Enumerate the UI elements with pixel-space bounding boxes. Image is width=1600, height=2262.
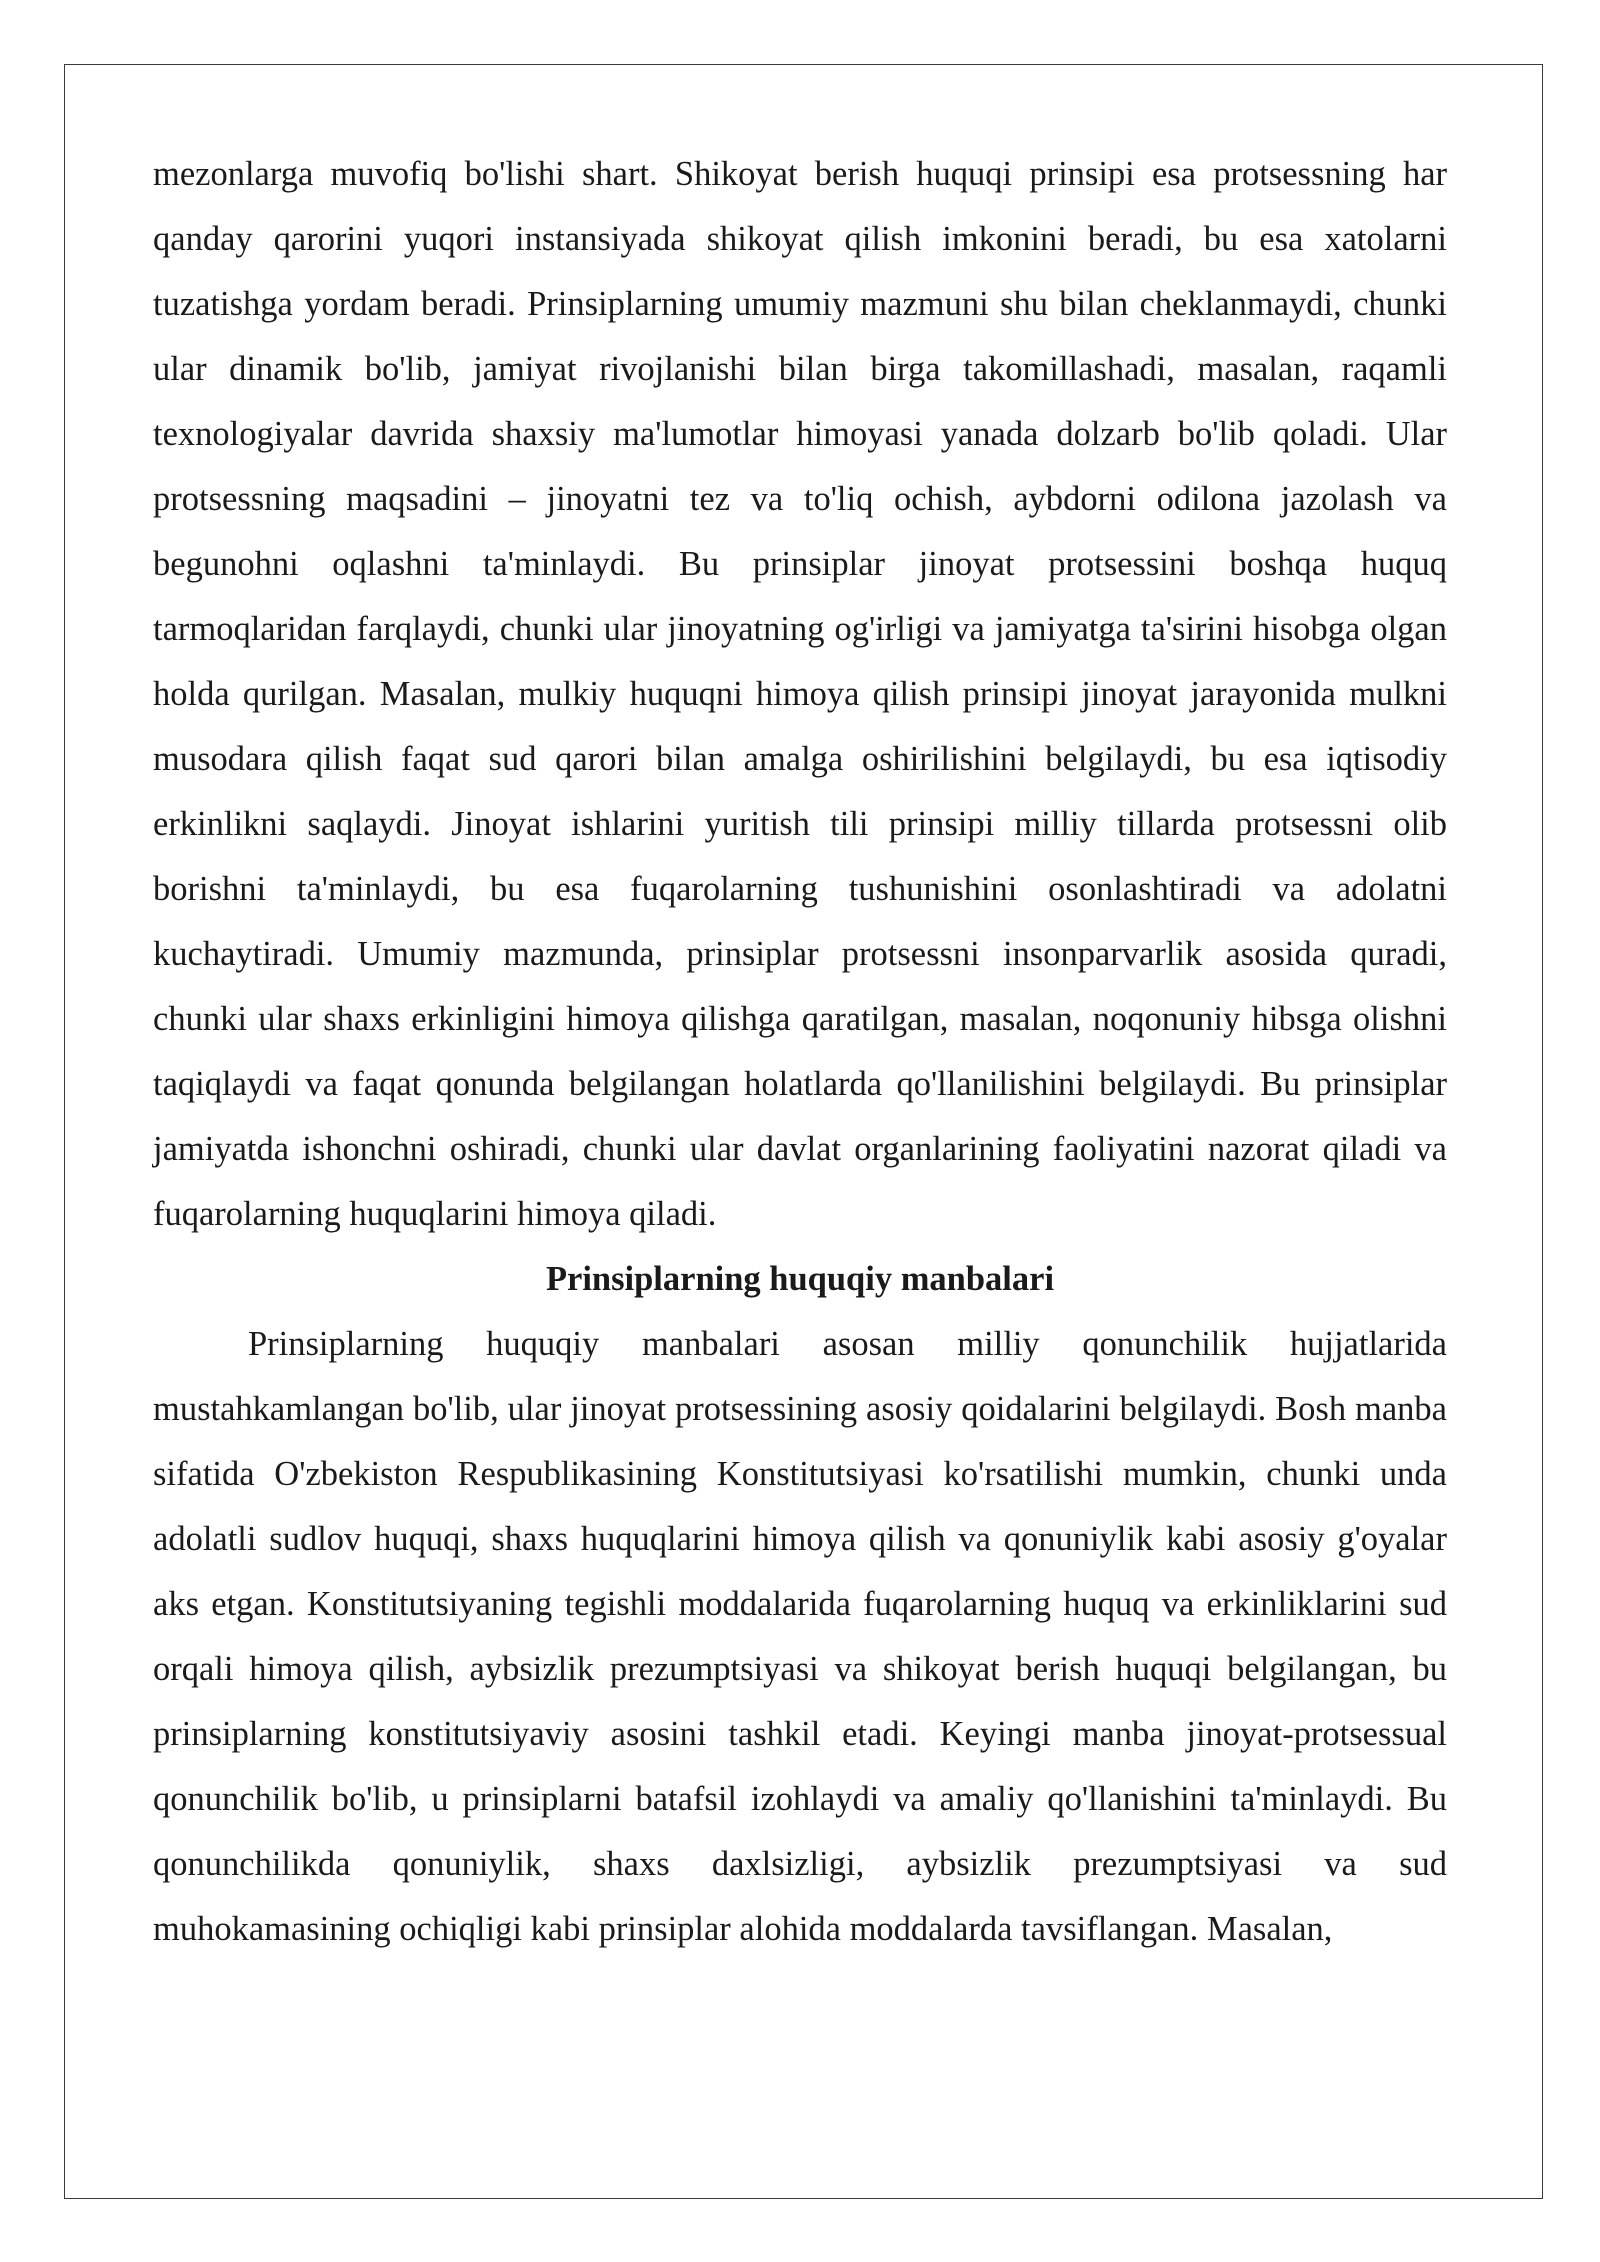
section-heading: Prinsiplarning huquqiy manbalari [545,1260,1055,1298]
paragraph-legal-sources: Prinsiplarning huquqiy manbalari asosan milliy qonunchilik hujjatlarida mustahkamlangan bo'lib, ular jinoyat protsessining asosiy qoidalarini belgilaydi. Bosh manba sifatida O'zbekiston Respublikasining Konstitutsiyasi ko'rsatilishi mumkin, chunki unda adolatli sudlov huquqi, shaxs huquqlarini himoya qilish va qonuniylik kabi asosiy g'oyalar aks etgan. Konstitutsiyaning tegishli moddalarida fuqarolarning huquq va erkinliklarini sud orqali himoya qilish, aybsizlik prezumptsiyasi va shikoyat berish huquqi belgilangan, bu prinsiplarning konstitutsiyaviy asosini tashkil etadi. Keyingi manba jinoyat-protsessual qonunchilik bo'lib, u prinsiplarni batafsil izohlaydi va amaliy qo'llanishini ta'minlaydi. Bu qonunchilikda qonuniylik, shaxs daxlsizligi, aybsizlik prezumptsiyasi va sud muhokamasining ochiqligi kabi prinsiplar alohida moddalarda tavsiflangan. Masalan, [153,1325,1447,1948]
document-body [153,142,1447,1962]
paragraph-continuation: mezonlarga muvofiq bo'lishi shart. Shikoyat berish huquqi prinsipi esa protsessning har qanday qarorini yuqori instansiyada shikoyat qilish imkonini beradi, bu esa xatolarni tuzatishga yordam beradi. Prinsiplarning umumiy mazmuni shu bilan cheklanmaydi, chunki ular dinamik bo'lib, jamiyat rivojlanishi bilan birga takomillashadi, masalan, raqamli texnologiyalar davrida shaxsiy ma'lumotlar himoyasi yanada dolzarb bo'lib qoladi. Ular protsessning maqsadini – jinoyatni tez va to'liq ochish, aybdorni odilona jazolash va begunohni oqlashni ta'minlaydi. Bu prinsiplar jinoyat protsessini boshqa huquq tarmoqlaridan farqlaydi, chunki ular jinoyatning og'irligi va jamiyatga ta'sirini hisobga olgan holda qurilgan. Masalan, mulkiy huquqni himoya qilish prinsipi jinoyat jarayonida mulkni musodara qilish faqat sud qarori bilan amalga oshirilishini belgilaydi, bu esa iqtisodiy erkinlikni saqlaydi. Jinoyat ishlarini yuritish tili prinsipi milliy tillarda protsessni olib borishni ta'minlaydi, bu esa fuqarolarning tushunishini osonlashtiradi va adolatni kuchaytiradi. Umumiy mazmunda, prinsiplar protsessni insonparvarlik asosida quradi, chunki ular shaxs erkinligini himoya qilishga qaratilgan, masalan, noqonuniy hibsga olishni taqiqlaydi va faqat qonunda belgilangan holatlarda qo'llanilishini belgilaydi. Bu prinsiplar jamiyatda ishonchni oshiradi, chunki ular davlat organlarining faoliyatini nazorat qiladi va fuqarolarning huquqlarini himoya qiladi. [153,155,1447,1233]
